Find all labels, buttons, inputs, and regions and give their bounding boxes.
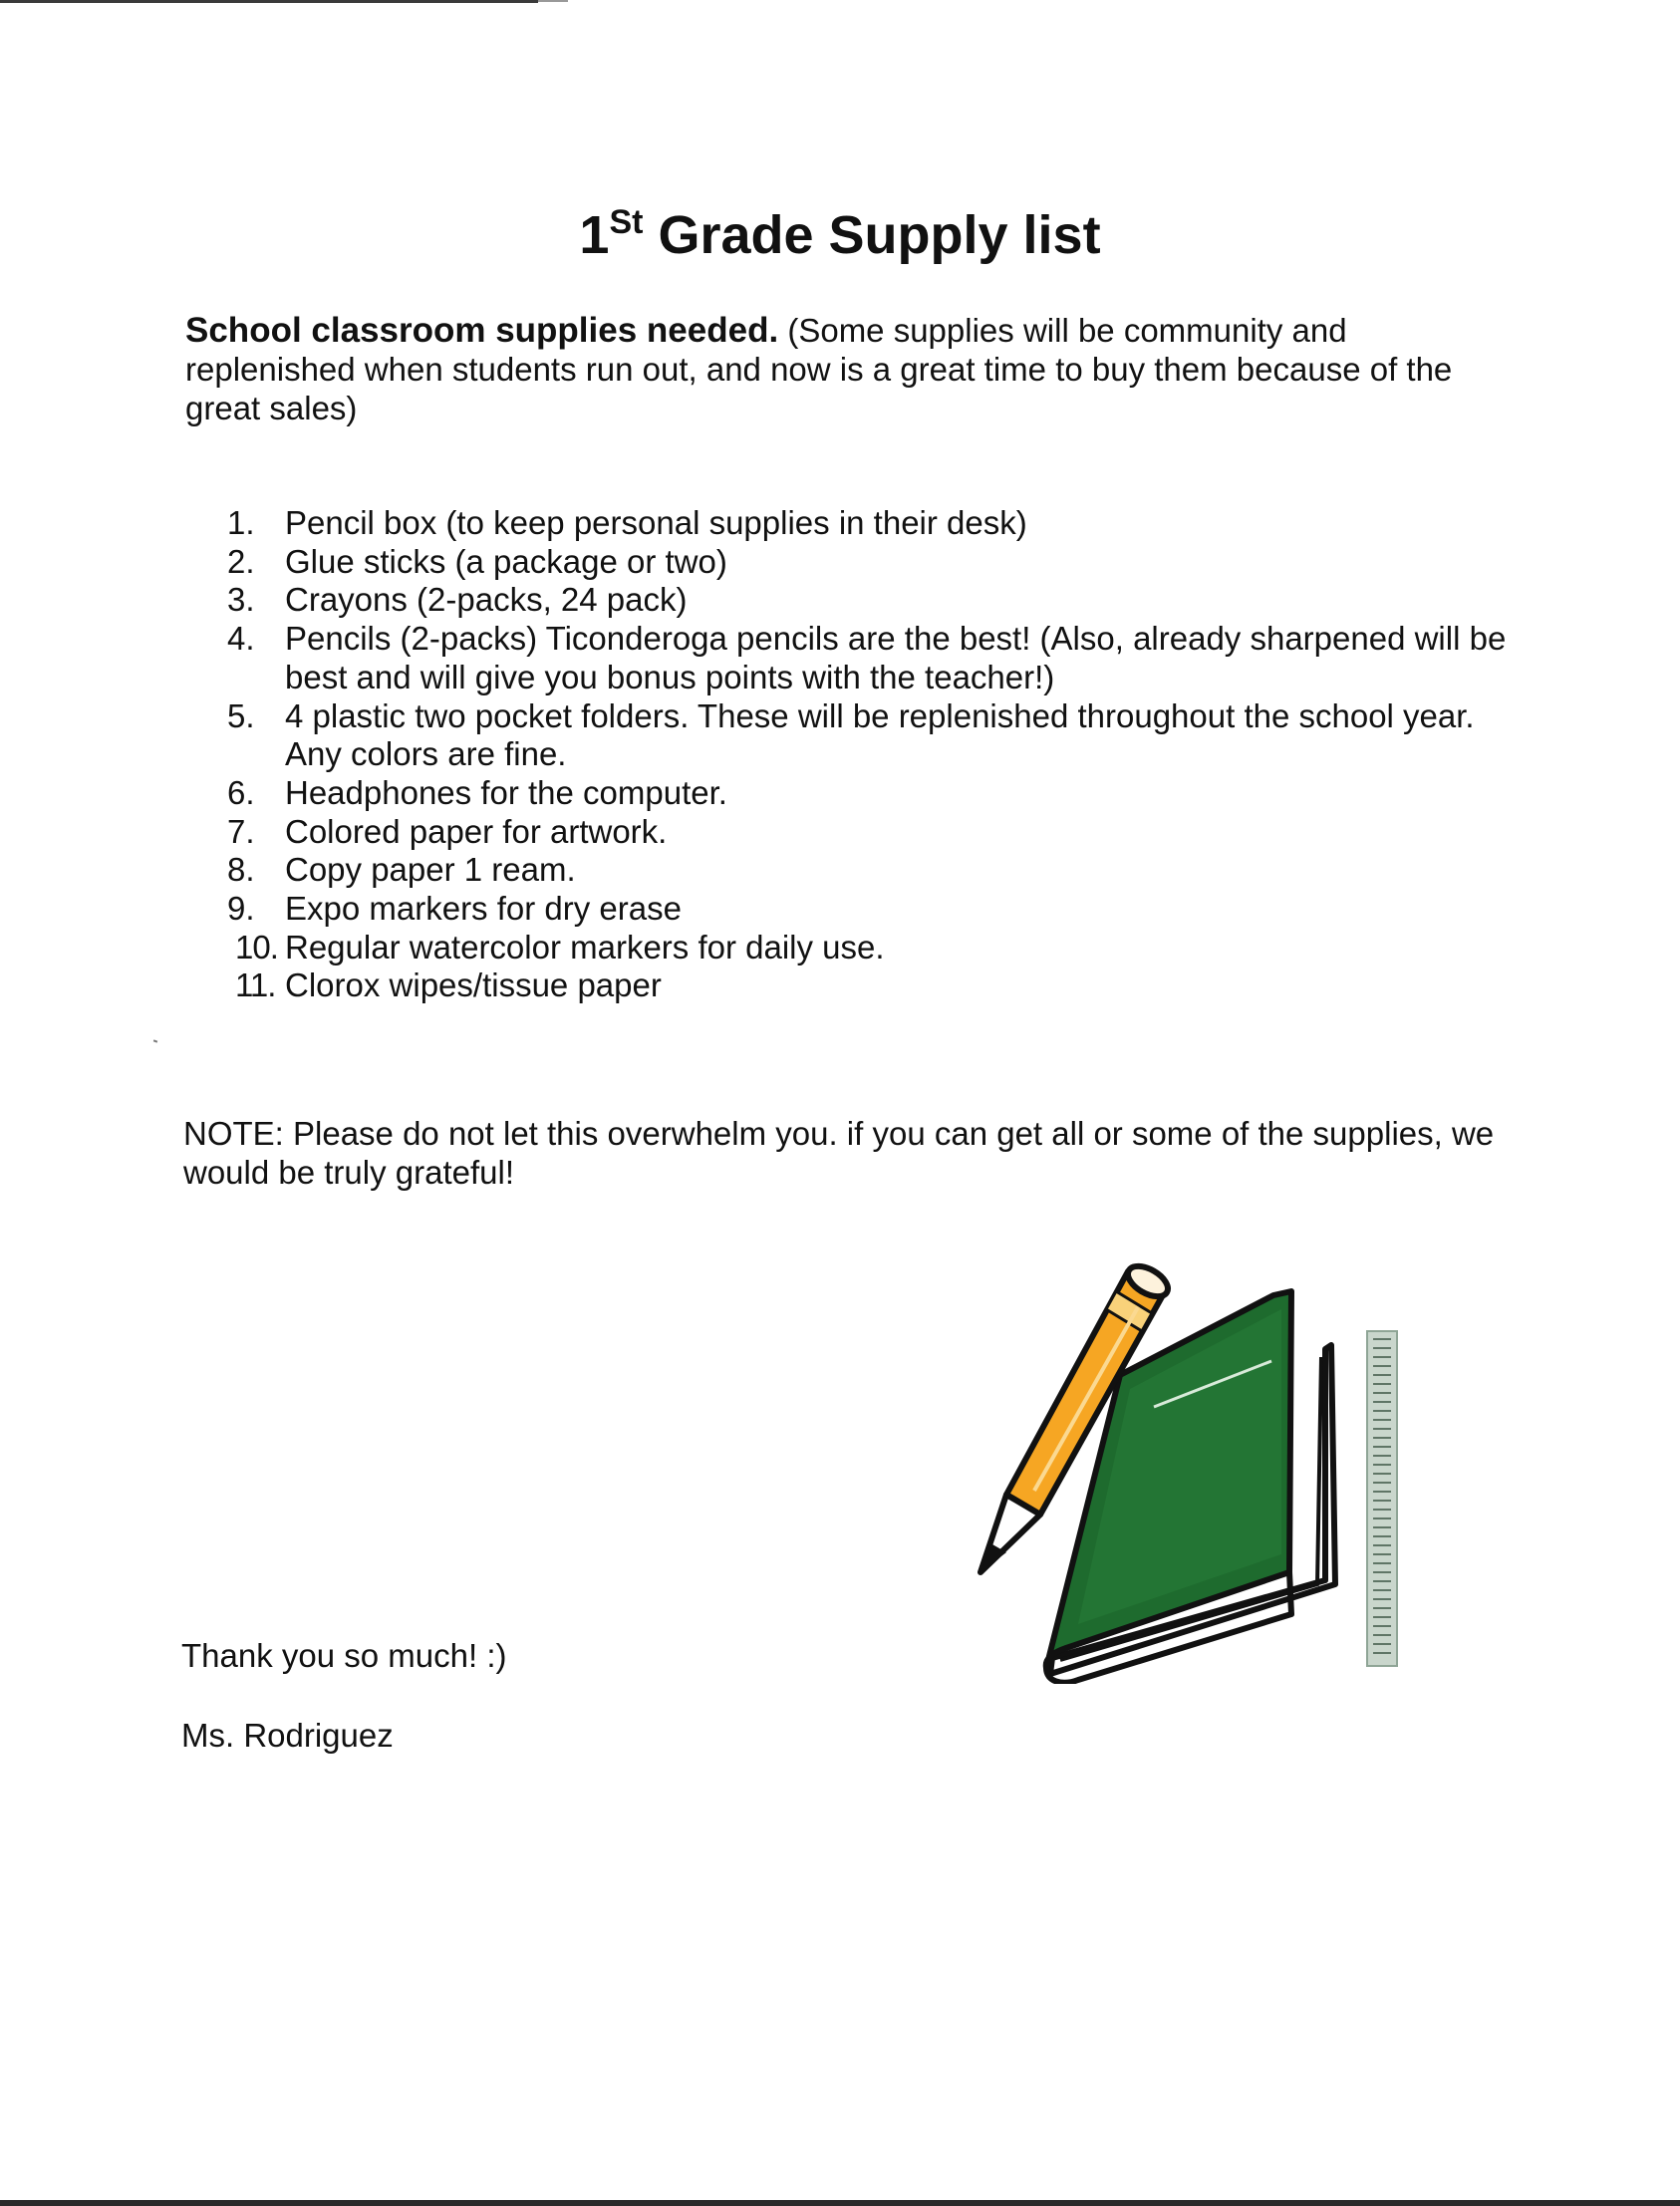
list-item-text: Pencils (2-packs) Ticonderoga pencils are the best! (Also, already sharpened will be best and will give you bonus points with the teacher!): [285, 620, 1507, 695]
list-item-number: 1.: [227, 504, 255, 541]
list-item-number: 9.: [227, 890, 255, 928]
list-item-text: Expo markers for dry erase: [285, 890, 682, 928]
supply-list-item: [227, 851, 1513, 890]
list-item-number: 4.: [227, 620, 255, 658]
list-item-text: Copy paper 1 ream.: [285, 851, 576, 889]
supply-list-item: [227, 697, 1513, 774]
title-number: 1: [579, 205, 610, 265]
signature: Ms. Rodriguez: [181, 1717, 394, 1754]
list-item-text: Regular watercolor markers for daily use.: [285, 928, 885, 965]
supply-list-item: [227, 890, 1513, 929]
list-item-number: 8.: [227, 851, 255, 889]
list-item-number: 10.: [235, 928, 278, 965]
list-item-number: 5.: [227, 696, 255, 734]
supply-list-item: [227, 774, 1513, 813]
scan-edge-bottom: [0, 2200, 1680, 2206]
list-item-number: 7.: [227, 812, 255, 850]
list-item-text: Headphones for the computer.: [285, 773, 727, 811]
supply-list-item: [227, 543, 1513, 582]
list-item-text: Pencil box (to keep personal supplies in their desk): [285, 504, 1027, 541]
intro-paragraph: [185, 311, 1501, 427]
list-item-number: 3.: [227, 581, 255, 619]
scan-edge-top: [0, 0, 538, 3]
supply-list-item: [227, 929, 1513, 967]
scan-edge-top-faint: [538, 0, 568, 2]
scan-speck: [153, 1039, 157, 1042]
list-item-text: Colored paper for artwork.: [285, 812, 668, 850]
ruler-icon: [1367, 1331, 1397, 1666]
supply-list-item: [227, 581, 1513, 620]
list-item-text: Glue sticks (a package or two): [285, 542, 727, 580]
list-item-text: Clorox wipes/tissue paper: [285, 966, 662, 1004]
list-item-number: 11.: [235, 966, 276, 1004]
supply-list-item: [227, 620, 1513, 696]
closing-line: Thank you so much! :): [181, 1637, 507, 1674]
title-text: Grade Supply list: [643, 205, 1101, 265]
list-item-text: Crayons (2-packs, 24 pack): [285, 581, 688, 619]
list-item-number: 2.: [227, 542, 255, 580]
page-title: [0, 203, 1680, 267]
list-item-text: 4 plastic two pocket folders. These will be replenished throughout the school year. Any colors are fine.: [285, 696, 1475, 773]
intro-text: (Some supplies will be community and replenished when students run out, and now is a great time to buy them because of the great sales): [185, 312, 1453, 426]
note-paragraph: NOTE: Please do not let this overwhelm you. if you can get all or some of the supplies, we would be truly grateful!: [183, 1115, 1495, 1191]
supply-list: [227, 504, 1513, 1005]
title-superscript: St: [609, 203, 644, 241]
supply-list-item: [227, 504, 1513, 543]
supply-list-item: [227, 966, 1513, 1005]
list-item-number: 6.: [227, 773, 255, 811]
school-supplies-clipart: [967, 1255, 1410, 1684]
supply-list-item: [227, 813, 1513, 852]
intro-heading: School classroom supplies needed.: [185, 311, 779, 350]
